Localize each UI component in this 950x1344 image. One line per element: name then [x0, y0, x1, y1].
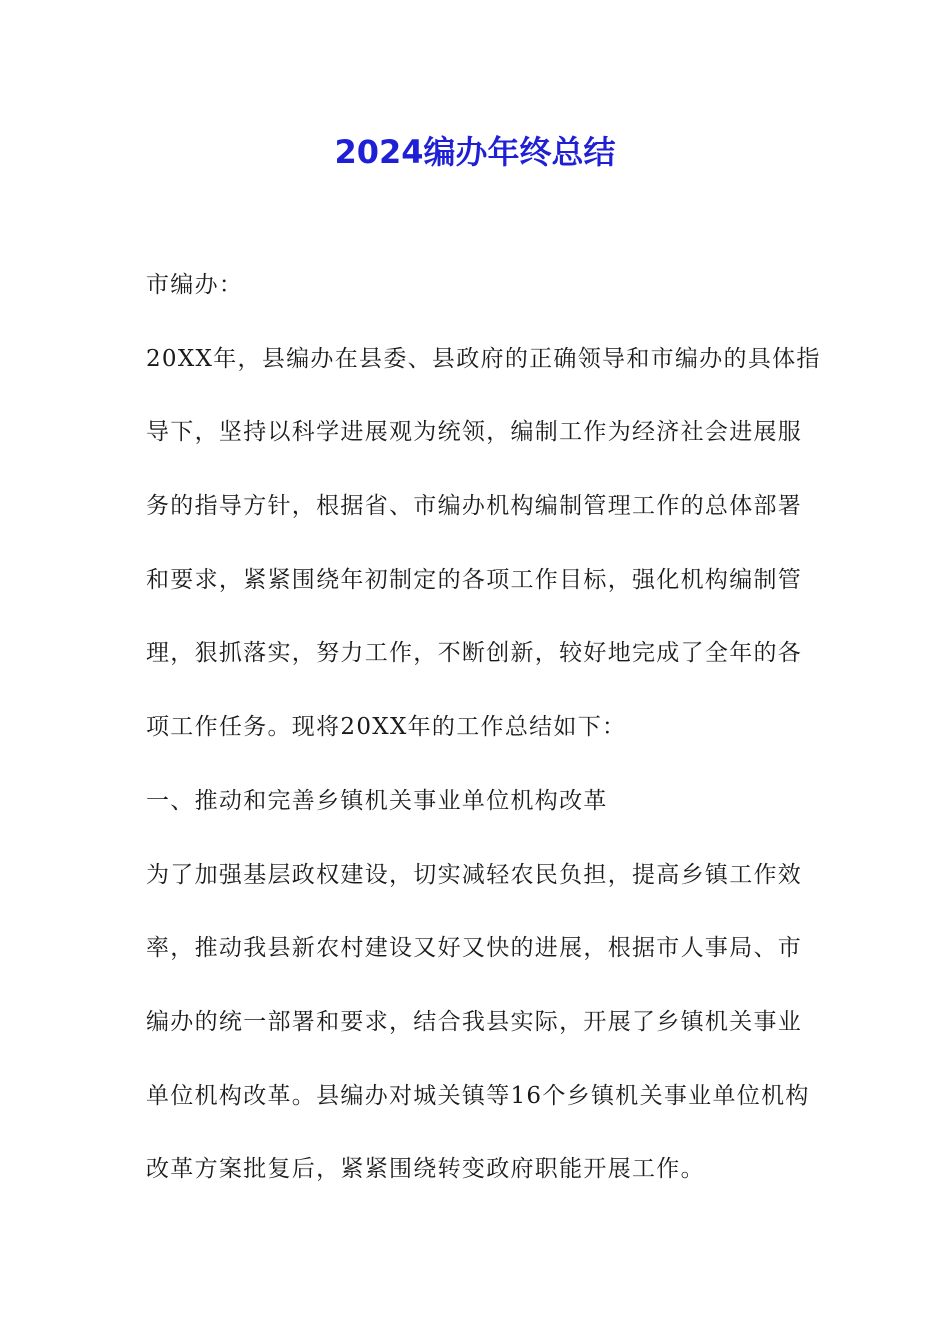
paragraph-line: 和要求，紧紧围绕年初制定的各项工作目标，强化机构编制管 [146, 566, 803, 593]
document-title: 2024编办年终总结 [334, 133, 616, 171]
paragraph-line: 编办的统一部署和要求，结合我县实际，开展了乡镇机关事业 [146, 1008, 803, 1035]
paragraph-line: 20XX年，县编办在县委、县政府的正确领导和市编办的具体指 [146, 345, 821, 372]
paragraph-line: 改革方案批复后，紧紧围绕转变政府职能开展工作。 [146, 1156, 705, 1183]
paragraph-line: 理，狠抓落实，努力工作，不断创新，较好地完成了全年的各 [146, 640, 803, 667]
paragraph-line: 为了加强基层政权建设，切实减轻农民负担，提高乡镇工作效 [146, 861, 803, 888]
paragraph-line: 项工作任务。现将20XX年的工作总结如下： [146, 714, 627, 741]
section-heading: 一、推动和完善乡镇机关事业单位机构改革 [146, 787, 608, 814]
paragraph-line: 率，推动我县新农村建设又好又快的进展，根据市人事局、市 [146, 935, 803, 962]
paragraph-line: 务的指导方针，根据省、市编办机构编制管理工作的总体部署 [146, 493, 803, 520]
document-body [146, 258, 821, 1216]
paragraph-line: 单位机构改革。县编办对城关镇等16个乡镇机关事业单位机构 [146, 1082, 810, 1109]
salutation-line: 市编办： [146, 272, 244, 298]
paragraph-line: 导下，坚持以科学进展观为统领，编制工作为经济社会进展服 [146, 419, 803, 446]
